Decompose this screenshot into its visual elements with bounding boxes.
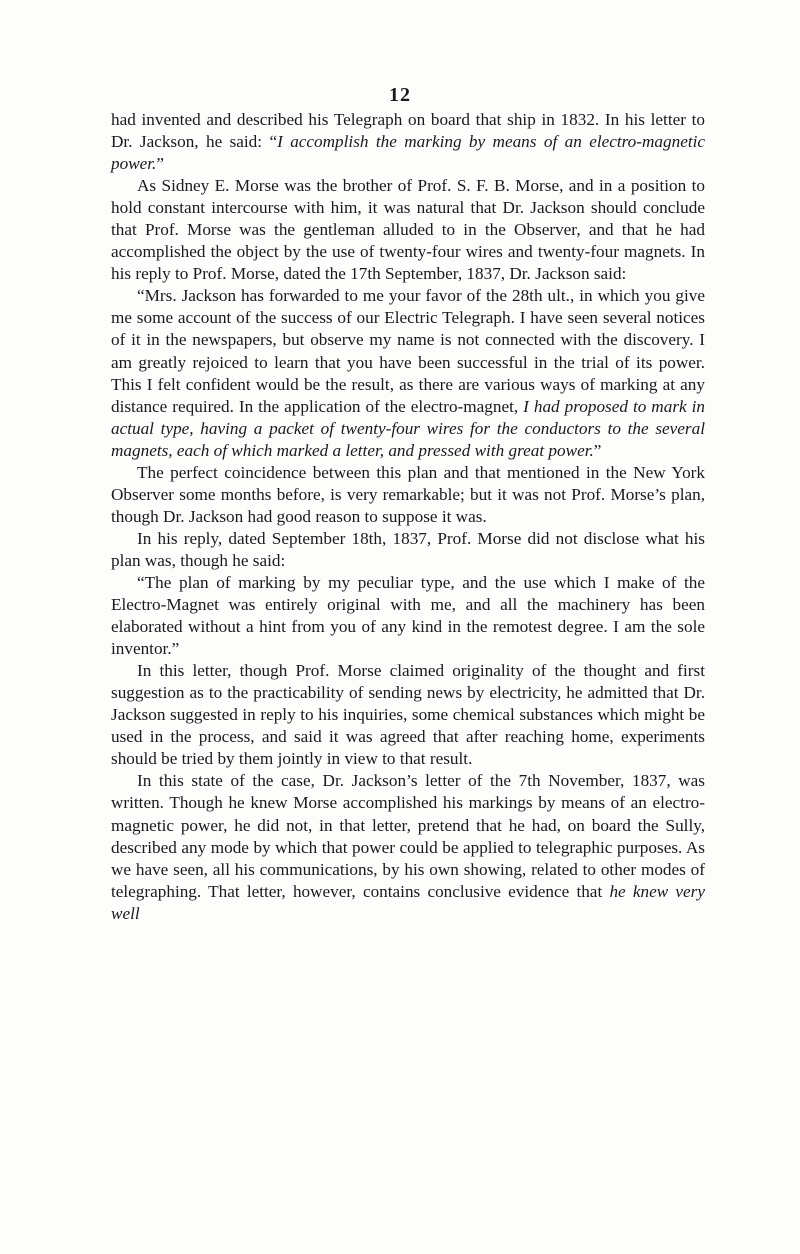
text-run: In this state of the case, Dr. Jackson’s letter of the 7th November, 1837, was written. Though he knew Morse accomplished his markings by means of an electro-magnetic power, he did not, in that letter, pretend that he had, on board the Sully, described any mode by which that power could be applied to telegraphic purposes. As we have seen, all his communications, by his own showing, related to other modes of telegraphing. That letter, however, contains conclusive evidence that	[111, 771, 705, 901]
text-run: “The plan of marking by my peculiar type, and the use which I make of the Electro-Magnet was entirely original with me, and all the machinery has been elaborated without a hint from you of any kind in the remotest degree. I am the sole inventor.”	[111, 572, 705, 659]
text-run-italic: he knew very well	[111, 881, 705, 923]
text-run: In this letter, though Prof. Morse claimed originality of the thought and first suggestion as to the practicability of sending news by electricity, he admitted that Dr. Jackson suggested in reply to his inquiries, some chemical substances which might be used in the process, and said it was agreed that after reaching home, experiments should be tried by them jointly in view to that result.	[111, 661, 705, 769]
paragraph	[111, 462, 705, 528]
text-run: The perfect coincidence between this plan and that mentioned in the New York Observer some months before, is very remarkable; but it was not Prof. Morse’s plan, though Dr. Jackson had good reason to suppose it was.	[111, 462, 705, 526]
paragraph	[111, 175, 705, 285]
paragraph	[111, 528, 705, 572]
text-run: As Sidney E. Morse was the brother of Prof. S. F. B. Morse, and in a position to hold constant intercourse with him, it was natural that Dr. Jackson should conclude that Prof. Morse was the gentleman alluded to in the Observer, and that he had accomplished the object by the use of twenty-four wires and twenty-four magnets. In his reply to Prof. Morse, dated the 17th September, 1837, Dr. Jackson said:	[111, 176, 705, 284]
body-text	[111, 109, 705, 925]
paragraph	[111, 572, 705, 660]
text-run: “Mrs. Jackson has forwarded to me your favor of the 28th ult., in which you give me some account of the success of our Electric Telegraph. I have seen several notices of it in the newspapers, but observe my name is not connected with the discovery. I am greatly rejoiced to learn that you have been successful in the trial of its power. This I felt confident would be the result, as there are various ways of marking at any distance required. In the application of the electro-magnet,	[111, 286, 705, 416]
text-run-italic: I accomplish the marking by means of an electro-magnetic power.	[111, 132, 705, 174]
text-run: ”	[156, 154, 164, 174]
paragraph	[111, 660, 705, 770]
text-run-italic: I had proposed to mark in actual type, having a packet of twenty-four wires for the conductors to the several magnets, each of which marked a letter, and pressed with great power.	[111, 396, 705, 460]
paragraph	[111, 285, 705, 461]
text-run: ”	[593, 440, 602, 460]
paragraph	[111, 770, 705, 924]
text-run: had invented and described his Telegraph on board that ship in 1832. In his letter to Dr. Jackson, he said: “	[111, 110, 705, 152]
text-run: In his reply, dated September 18th, 1837, Prof. Morse did not disclose what his plan was, though he said:	[111, 528, 705, 570]
paragraph	[111, 109, 705, 175]
page-number: 12	[389, 84, 411, 106]
